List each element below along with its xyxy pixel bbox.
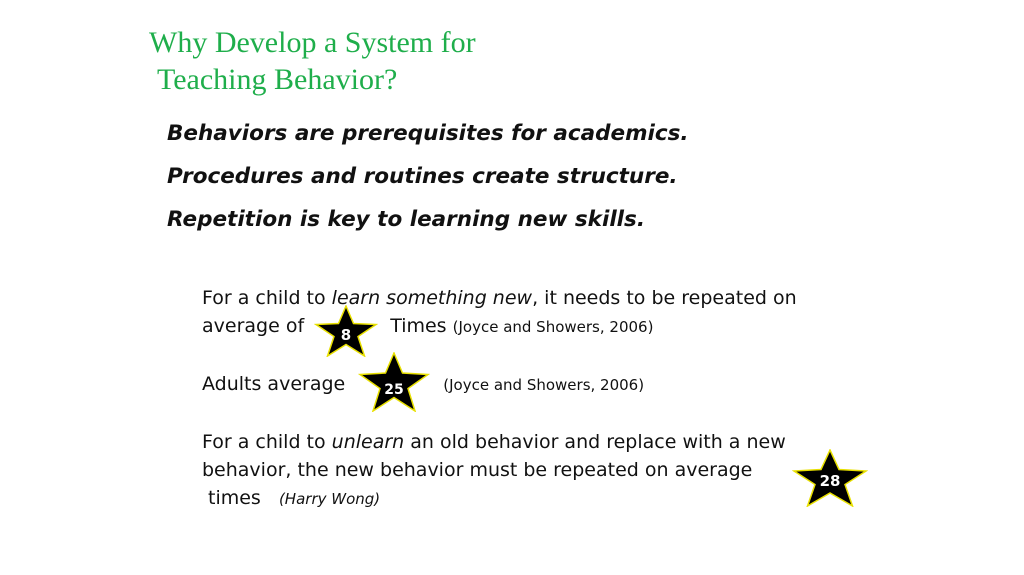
unlearn-citation: (Harry Wong) [278,490,381,508]
key-point: Repetition is key to learning new skills. [167,207,646,232]
star-badge-learn [314,305,378,357]
star-number-learn: 8 [340,326,352,344]
unlearn-line-2: behavior, the new behavior must be repeated on average [202,459,753,481]
learn-line-1 [202,284,797,312]
learn-text: , it needs to be repeated on [532,287,797,309]
learn-line-2 [202,312,797,341]
key-point: Procedures and routines create structure. [167,164,678,189]
learn-paragraph [202,284,797,341]
learn-text: For a child to [202,287,332,309]
adults-text: Adults average [202,373,352,395]
unlearn-text: For a child to [202,431,332,453]
star-badge-adults [358,352,430,412]
title-line-2: Teaching Behavior? [157,63,398,96]
key-point: Behaviors are prerequisites for academics. [167,121,689,146]
unlearn-line-1 [202,428,786,456]
learn-text: average of [202,315,311,337]
star-badge-unlearn [792,449,868,507]
key-points [167,115,689,244]
unlearn-text: times [208,487,261,509]
learn-emphasis: learn something new [331,287,533,309]
title-line-1: Why Develop a System for [149,26,476,59]
star-number-adults: 25 [384,382,404,398]
slide-title [149,24,476,98]
adults-citation: (Joyce and Showers, 2006) [443,376,645,394]
unlearn-paragraph [202,428,786,513]
unlearn-text: an old behavior and replace with a new [404,431,786,453]
star-number-unlearn: 28 [819,472,841,490]
learn-text: Times [390,315,453,337]
unlearn-emphasis: unlearn [331,431,405,453]
learn-citation: (Joyce and Showers, 2006) [452,318,654,336]
unlearn-line-3 [202,484,786,513]
